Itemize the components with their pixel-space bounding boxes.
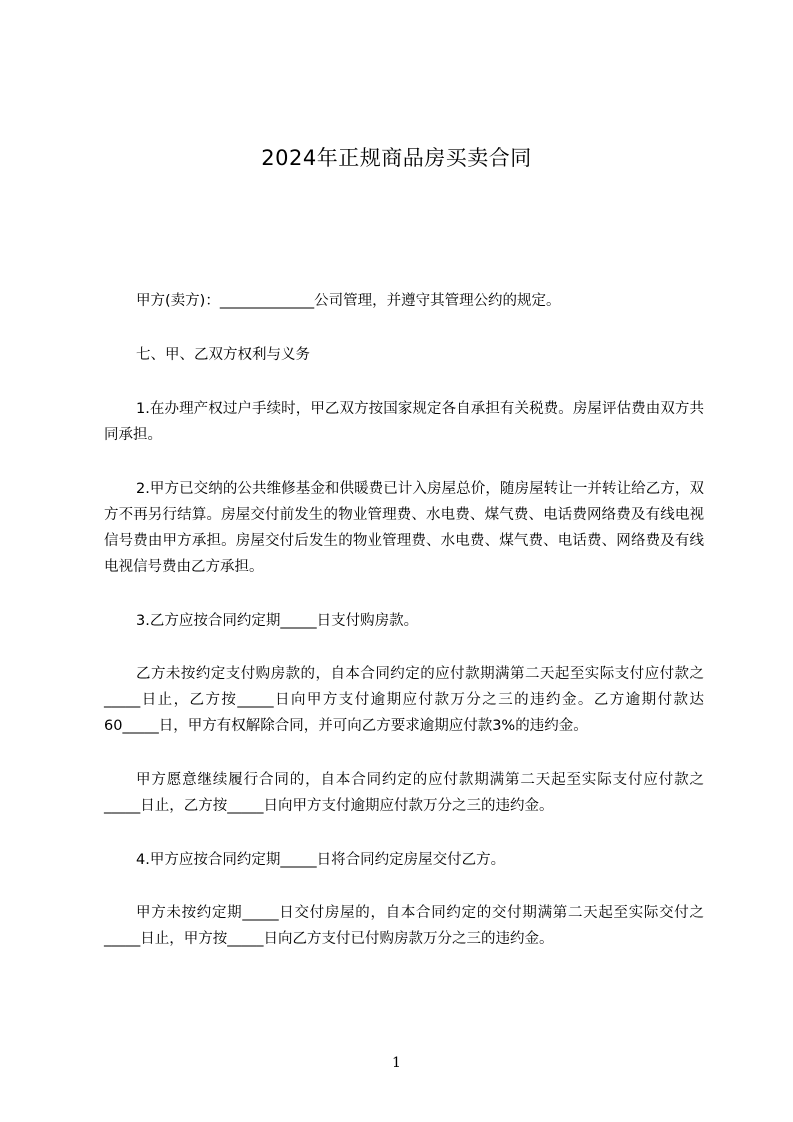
document-title: 2024年正规商品房买卖合同 — [261, 146, 532, 170]
clause-3-payment: 3.乙方应按合同约定期_____日支付购房款。 — [136, 613, 419, 629]
paragraph-buyer-default: 乙方未按约定支付购房款的，自本合同约定的应付款期满第二天起至实际支付应付款之_____日止，乙方按_____日向甲方支付逾期应付款万分之三的违约金。乙方逾期付款达60_____日，甲方有权解除合同，并可向乙方要求逾期应付款3%的违约金。 — [104, 666, 704, 734]
paragraph-seller-default: 甲方未按约定期_____日交付房屋的，自本合同约定的交付期满第二天起至实际交付之_____日止，甲方按_____日向乙方支付已付购房款万分之三的违约金。 — [104, 905, 704, 947]
paragraph-seller: 甲方(卖方)：_____________公司管理，并遵守其管理公约的规定。 — [136, 293, 561, 309]
section-heading-rights-obligations: 七、甲、乙双方权利与义务 — [136, 347, 310, 363]
clause-1-taxes: 1.在办理产权过户手续时，甲乙双方按国家规定各自承担有关税费。房屋评估费由双方共同承担。 — [104, 401, 704, 443]
clause-4-delivery: 4.甲方应按合同约定期_____日将合同约定房屋交付乙方。 — [136, 852, 506, 868]
page-number: 1 — [392, 1055, 401, 1071]
paragraph-continue-performance: 甲方愿意继续履行合同的，自本合同约定的应付款期满第二天起至实际支付应付款之_____日止，乙方按_____日向甲方支付逾期应付款万分之三的违约金。 — [104, 772, 704, 814]
clause-2-fees: 2.甲方已交纳的公共维修基金和供暖费已计入房屋总价，随房屋转让一并转让给乙方，双方不再另行结算。房屋交付前发生的物业管理费、水电费、煤气费、电话费网络费及有线电视信号费由甲方承担。房屋交付后发生的物业管理费、水电费、煤气费、电话费、网络费及有线电视信号费由乙方承担。 — [104, 481, 704, 575]
